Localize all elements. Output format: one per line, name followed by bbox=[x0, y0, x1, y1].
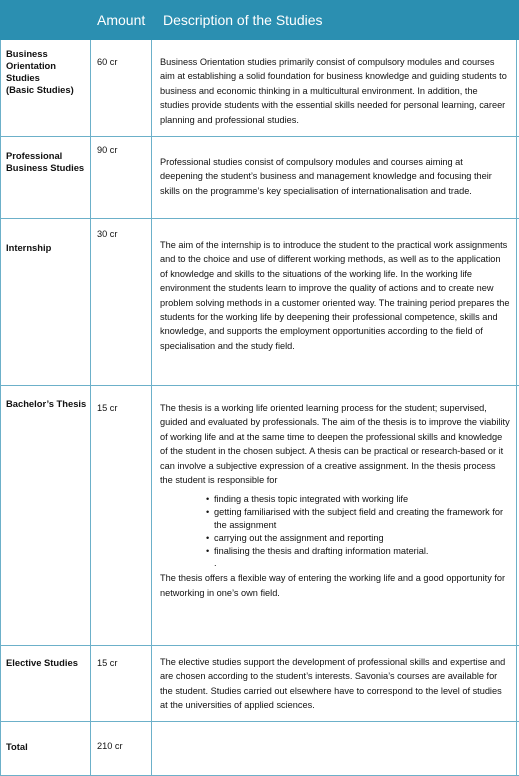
row-description bbox=[160, 401, 510, 600]
row-label: Internship bbox=[6, 242, 52, 253]
thesis-intro: The thesis is a working life oriented learning process for the student; supervised, guided and evaluated by professionals. The aim of the thesis is to improve the viability of working life and at the same time to deepen the professional skills and knowledge of the student in the chosen subject. A thesis can be practical or research-based or it can involve a subjective expression of a creative assignment. In the thesis process the student is responsible for bbox=[160, 403, 510, 486]
row-divider bbox=[0, 218, 519, 219]
row-label: Elective Studies bbox=[6, 657, 78, 668]
row-amount: 15 cr bbox=[97, 658, 118, 668]
row-label: Business Orientation Studies (Basic Studies) bbox=[6, 48, 74, 95]
row-label: Professional Business Studies bbox=[6, 150, 85, 173]
row-amount: 90 cr bbox=[97, 145, 118, 155]
row-divider bbox=[0, 645, 519, 646]
list-item: • carrying out the assignment and reporting bbox=[206, 532, 384, 543]
list-item: • getting familiarised with the subject field and creating the framework for the assignment bbox=[206, 507, 504, 531]
row-amount: 30 cr bbox=[97, 229, 118, 239]
row-label: Total bbox=[6, 741, 28, 752]
row-description: Business Orientation studies primarily consist of compulsory modules and courses aim at establishing a solid foundation for business knowledge and guiding students to business and economic thinking in a multicultural environment. In addition, the studies provide students with the essential skills needed for personal learning, career planning and professional studies. bbox=[160, 57, 507, 125]
row-label: Bachelor’s Thesis bbox=[6, 398, 87, 409]
row-amount: 15 cr bbox=[97, 403, 118, 413]
row-amount: 60 cr bbox=[97, 57, 118, 67]
thesis-responsibilities-list bbox=[160, 493, 510, 557]
list-item: • finding a thesis topic integrated with working life bbox=[206, 494, 409, 505]
row-amount: 210 cr bbox=[97, 741, 123, 751]
header-cell-empty bbox=[0, 0, 90, 40]
row-divider bbox=[0, 136, 519, 137]
column-divider bbox=[151, 40, 152, 776]
row-description: Professional studies consist of compulsory modules and courses aiming at deepening the student’s business and management knowledge and focusing their skills on the programme’s key specialisation of internationalisation and trade. bbox=[160, 157, 492, 196]
row-divider bbox=[0, 385, 519, 386]
stray-mark: . bbox=[214, 558, 217, 569]
header-description: Description of the Studies bbox=[163, 0, 503, 40]
left-border bbox=[0, 40, 1, 776]
list-item: • finalising the thesis and drafting information material. bbox=[206, 545, 429, 556]
right-border bbox=[516, 40, 517, 776]
row-description: The aim of the internship is to introduce the student to the practical work assignments and to the choice and use of different working methods, as well as to the application of knowledge and skills to the situations of the working life. In the working life environment the students learn to improve the quality of actions and to create new problem solving methods in a customer oriented way. The training period prepares the students for the working life by deepening their professional competence, skills and knowledge, and supports the employment opportunities according to the field of specialisation and the study field. bbox=[160, 240, 510, 351]
row-description: The elective studies support the development of professional skills and expertise and are chosen according to the student’s interests. Savonia’s courses are available for the student. Studies carried out elsewhere have to correspond to the level of studies at the universities of applied sciences. bbox=[160, 657, 506, 711]
header-amount: Amount bbox=[97, 0, 152, 40]
row-divider bbox=[0, 721, 519, 722]
thesis-closing: The thesis offers a flexible way of entering the working life and a good opportunity for networking in one’s own field. bbox=[160, 573, 506, 598]
